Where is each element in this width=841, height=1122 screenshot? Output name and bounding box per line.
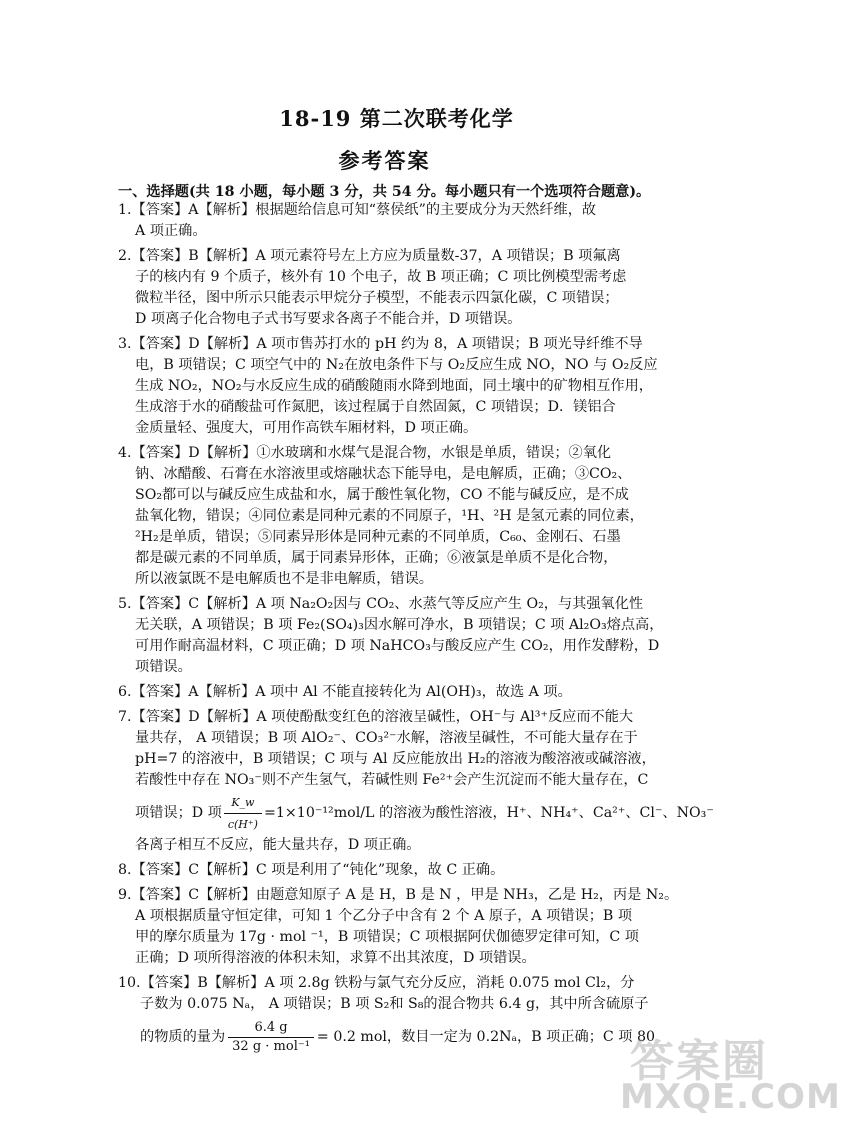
fraction-numerator: 6.4 g	[228, 1019, 314, 1038]
answer-item-6	[118, 682, 678, 703]
answer-item-5	[118, 594, 678, 678]
text-fragment: = 0.2 mol，数目一定为 0.2Nₐ，B 项正确；C 项 80	[316, 1028, 655, 1045]
text-line: 无关联，A 项错误；B 项 Fe₂(SO₄)₃因水解可净水，B 项错误；C 项 Al₂O₃熔点高，	[135, 617, 664, 633]
text-line: 各离子相互不反应，能大量共存，D 项正确。	[135, 837, 421, 853]
text-line: ²H₂是单质，错误；⑤同素异形体是同种元素的不同单质，C₆₀、金刚石、石墨	[135, 529, 621, 545]
text-line: 6.【答案】A【解析】A 项中 Al 不能直接转化为 Al(OH)₃，故选 A 项。	[118, 684, 572, 700]
text-line: 量共存， A 项错误；B 项 AlO₂⁻、CO₃²⁻水解，溶液呈碱性，不可能大量存在于	[135, 730, 638, 746]
text-line: 3.【答案】D【解析】A 项市售苏打水的 pH 约为 8，A 项错误；B 项光导纤维不导	[118, 336, 643, 352]
text-line: 甲的摩尔质量为 17g · mol ⁻¹，B 项错误；C 项根据阿伏伽德罗定律可知，C 项	[135, 929, 639, 945]
text-line: 子数为 0.075 Nₐ， A 项错误；B 项 S₂和 S₈的混合物共 6.4 g，其中所含硫原子	[140, 996, 649, 1012]
text-fragment: 项错误；D 项	[135, 804, 222, 821]
fraction-denominator: c(H⁺)	[227, 817, 258, 831]
answer-item-3	[118, 334, 678, 439]
fraction	[224, 792, 262, 835]
text-line: 所以液氯既不是电解质也不是非电解质，错误。	[135, 571, 433, 587]
text-line: A 项正确。	[135, 223, 207, 239]
text-line: 盐氧化物，错误；④同位素是同种元素的不同原子，¹H、²H 是氢元素的同位素，	[135, 508, 644, 524]
text-line: 子的核内有 9 个质子，核外有 10 个电子，故 B 项正确；C 项比例模型需考虑	[135, 269, 627, 285]
text-line: 电，B 项错误；C 项空气中的 N₂在放电条件下与 O₂反应生成 NO，NO 与 O₂反应	[135, 357, 658, 373]
watermark-logo: 答案圈	[630, 1036, 768, 1087]
answer-item-1	[118, 200, 678, 242]
fraction	[228, 1019, 314, 1056]
document-title: 18-19 第二次联考化学	[279, 106, 514, 131]
answer-item-8	[118, 860, 678, 881]
text-fragment: =1×10⁻¹²mol/L 的溶液为酸性溶液，H⁺、NH₄⁺、Ca²⁺、Cl⁻、NO₃⁻	[263, 804, 714, 821]
answer-item-4	[118, 443, 678, 590]
text-line: A 项根据质量守恒定律，可知 1 个乙分子中含有 2 个 A 原子，A 项错误；B 项	[135, 908, 633, 924]
text-line: 1.【答案】A【解析】根据题给信息可知“蔡侯纸”的主要成分为天然纤维，故	[118, 202, 597, 218]
text-line: 项错误。	[135, 659, 192, 675]
text-line: 10.【答案】B【解析】A 项 2.8g 铁粉与氯气充分反应，消耗 0.075 mol Cl₂，分	[118, 975, 635, 991]
text-line: 9.【答案】C【解析】由题意知原子 A 是 H，B 是 N ，甲是 NH₃，乙是 H₂，丙是 N₂。	[118, 887, 679, 903]
text-line: 若酸性中存在 NO₃⁻则不产生氢气，若碱性则 Fe²⁺会产生沉淀而不能大量存在，C	[135, 772, 649, 788]
text-line: D 项离子化合物电子式书写要求各离子不能合并，D 项错误。	[135, 311, 522, 327]
fraction-denominator: 32 g · mol⁻¹	[232, 1038, 310, 1054]
text-line: SO₂都可以与碱反应生成盐和水，属于酸性氧化物，CO 不能与碱反应，是不成	[135, 487, 629, 503]
text-line: 5.【答案】C【解析】A 项 Na₂O₂因与 CO₂、水蒸气等反应产生 O₂，与其强氧化性	[118, 596, 644, 612]
document-subtitle: 参考答案	[338, 148, 431, 173]
text-line: 生成溶于水的硝酸盐可作氮肥，该过程属于自然固氮，C 项错误；D．镁铝合	[135, 399, 616, 415]
text-line: pH=7 的溶液中，B 项错误；C 项与 Al 反应能放出 H₂的溶液为酸溶液或碱溶液，	[135, 751, 656, 767]
text-fragment: 的物质的量为	[140, 1028, 226, 1045]
text-line: 微粒半径，图中所示只能表示甲烷分子模型，不能表示四氯化碳，C 项错误；	[135, 290, 619, 306]
text-line: 7.【答案】D【解析】A 项使酚酞变红色的溶液呈碱性，OH⁻与 Al³⁺反应而不能大	[118, 709, 634, 725]
text-line: 金质量轻、强度大，可用作高铁车厢材料，D 项正确。	[135, 420, 478, 436]
watermark-url: MXQE.COM	[620, 1077, 841, 1117]
text-line: 8.【答案】C【解析】C 项是利用了“钝化”现象，故 C 正确。	[118, 862, 505, 878]
fraction-numerator: K_w	[224, 792, 262, 814]
text-line: 生成 NO₂，NO₂与水反应生成的硝酸随雨水降到地面，同土壤中的矿物相互作用，	[135, 378, 653, 394]
answer-item-7	[118, 707, 714, 856]
text-line: 钠、冰醋酸、石膏在水溶液里或熔融状态下能导电，是电解质，正确；③CO₂、	[135, 466, 632, 482]
answer-item-2	[118, 246, 678, 330]
formula-line	[118, 791, 714, 835]
text-line: 2.【答案】B【解析】A 项元素符号左上方应为质量数-37，A 项错误；B 项氟离	[118, 248, 621, 264]
section-heading: 一、选择题(共 18 小题，每小题 3 分，共 54 分。每小题只有一个选项符合题意)。	[118, 184, 651, 200]
answer-item-9	[118, 885, 678, 969]
answer-list	[118, 200, 714, 1063]
watermark	[590, 1025, 841, 1120]
text-line: 4.【答案】D【解析】①水玻璃和水煤气是混合物，水银是单质，错误；②氧化	[118, 445, 612, 461]
text-line: 都是碳元素的不同单质，属于同素异形体，正确；⑥液氯是单质不是化合物，	[135, 550, 618, 566]
text-line: 可用作耐高温材料，C 项正确；D 项 NaHCO₃与酸反应产生 CO₂，用作发酵粉，D	[135, 638, 660, 654]
text-line: 正确；D 项所得溶液的体积未知，求算不出其浓度，D 项错误。	[135, 950, 536, 966]
